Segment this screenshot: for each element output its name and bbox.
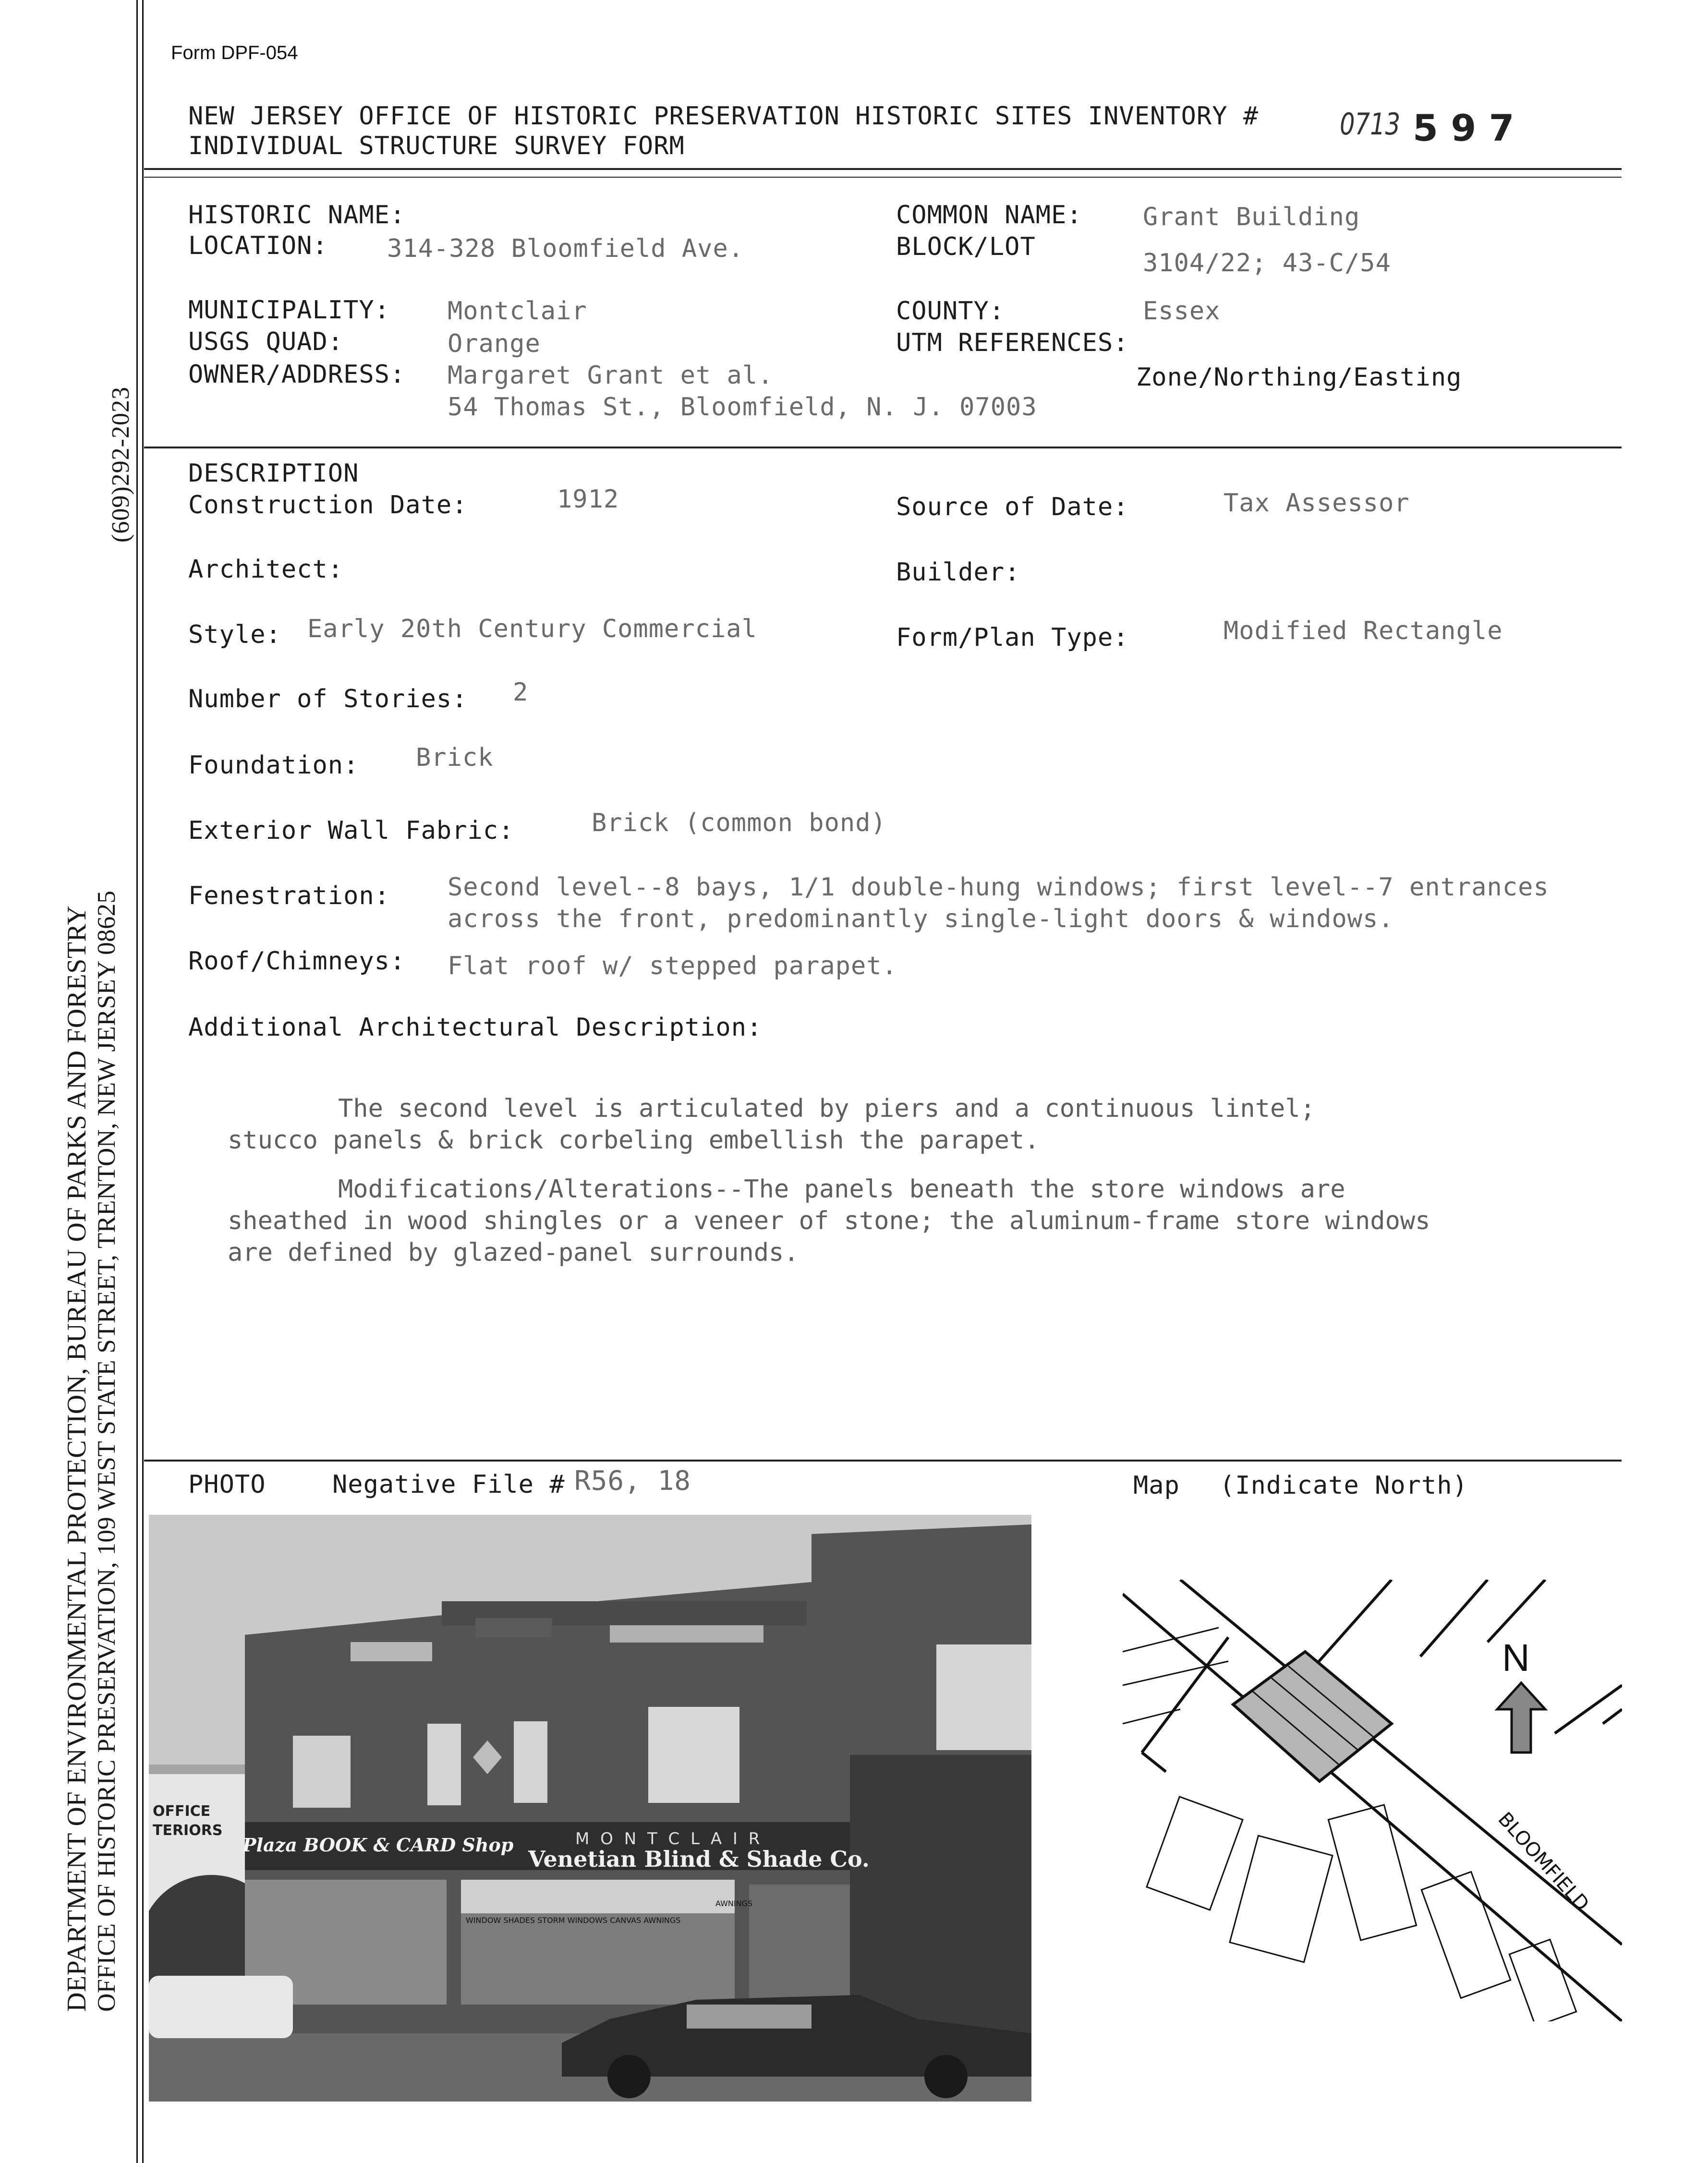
source-of-date-label: Source of Date: — [896, 493, 1129, 521]
usgs-label: USGS QUAD: — [188, 327, 344, 356]
indicate-north-label: (Indicate North) — [1220, 1471, 1468, 1500]
sign-plaza: Plaza BOOK & CARD Shop — [242, 1834, 514, 1856]
description-para1-line1: The second level is articulated by piers and a continuous lintel; — [338, 1094, 1315, 1123]
sign-venetian: Venetian Blind & Shade Co. — [528, 1846, 870, 1872]
margin-rule-right — [142, 0, 144, 2163]
fenestration-line2: across the front, predominantly single-light doors & windows. — [448, 905, 1394, 933]
negative-file-value: R56, 18 — [574, 1465, 691, 1497]
foundation-value: Brick — [416, 743, 494, 772]
builder-label: Builder: — [896, 558, 1020, 587]
common-name-label: COMMON NAME: — [896, 201, 1082, 230]
county-value: Essex — [1143, 297, 1221, 326]
municipality-value: Montclair — [448, 297, 587, 326]
sign-office: OFFICE — [153, 1803, 211, 1820]
inventory-number-a: 0713 — [1340, 107, 1401, 142]
style-value: Early 20th Century Commercial — [307, 615, 757, 643]
style-label: Style: — [188, 620, 281, 649]
owner-label: OWNER/ADDRESS: — [188, 360, 406, 389]
description-para2-line3: are defined by glazed-panel surrounds. — [228, 1238, 799, 1267]
fenestration-line1: Second level--8 bays, 1/1 double-hung windows; first level--7 entrances — [448, 873, 1549, 902]
location-label: LOCATION: — [188, 231, 328, 260]
photo-divider — [144, 1460, 1622, 1462]
form-plan-value: Modified Rectangle — [1223, 616, 1503, 645]
roof-label: Roof/Chimneys: — [188, 947, 406, 976]
margin-rule-left — [136, 0, 138, 2163]
historic-name-label: HISTORIC NAME: — [188, 201, 406, 230]
form-plan-label: Form/Plan Type: — [896, 623, 1129, 652]
utm-sub: Zone/Northing/Easting — [1136, 363, 1462, 392]
municipality-label: MUNICIPALITY: — [188, 296, 390, 325]
description-para1-line2: stucco panels & brick corbeling embellish the parapet. — [228, 1126, 1040, 1155]
construction-date-value: 1912 — [557, 485, 619, 514]
sign-montclair: M O N T C L A I R — [575, 1829, 763, 1849]
photo-label: PHOTO — [188, 1470, 266, 1499]
owner-value: Margaret Grant et al. — [448, 361, 774, 390]
description-heading: DESCRIPTION — [188, 459, 359, 488]
stories-label: Number of Stories: — [188, 685, 468, 713]
identification-divider — [144, 447, 1622, 448]
roof-value: Flat roof w/ stepped parapet. — [448, 952, 897, 980]
usgs-value: Orange — [448, 329, 541, 358]
inventory-number-b: 5 9 7 — [1413, 107, 1514, 149]
utm-label: UTM REFERENCES: — [896, 328, 1129, 357]
description-para2-line1: Modifications/Alterations--The panels beneath the store windows are — [338, 1175, 1345, 1204]
north-letter: N — [1502, 1636, 1530, 1679]
form-number: Form DPF-054 — [171, 42, 298, 63]
construction-date-label: Construction Date: — [188, 491, 468, 520]
header-divider — [144, 168, 1622, 170]
building-photo — [149, 1515, 1031, 2102]
common-name-value: Grant Building — [1143, 203, 1360, 231]
tax-map — [1123, 1580, 1622, 2021]
header-divider-thin — [144, 177, 1622, 178]
sign-awning: WINDOW SHADES STORM WINDOWS CANVAS AWNINGS — [466, 1916, 681, 1925]
map-street-label: BLOOMFIELD — [1493, 1808, 1594, 1916]
owner-address: 54 Thomas St., Bloomfield, N. J. 07003 — [448, 393, 1037, 422]
architect-label: Architect: — [188, 555, 344, 584]
sidebar-phone: (609)292-2023 — [107, 387, 134, 543]
block-lot-value: 3104/22; 43-C/54 — [1143, 249, 1391, 278]
block-lot-label: BLOCK/LOT — [896, 232, 1036, 261]
header-subtitle: INDIVIDUAL STRUCTURE SURVEY FORM — [188, 132, 685, 160]
wall-fabric-value: Brick (common bond) — [592, 809, 886, 837]
wall-fabric-label: Exterior Wall Fabric: — [188, 816, 514, 845]
header-title: NEW JERSEY OFFICE OF HISTORIC PRESERVATION HISTORIC SITES INVENTORY # — [188, 102, 1259, 131]
sign-interiors: TERIORS — [153, 1822, 223, 1839]
county-label: COUNTY: — [896, 297, 1005, 326]
foundation-label: Foundation: — [188, 751, 359, 780]
source-of-date-value: Tax Assessor — [1223, 489, 1410, 518]
description-para2-line2: sheathed in wood shingles or a veneer of stone; the aluminum-frame store windows — [228, 1207, 1430, 1235]
sign-awnings-small: AWNINGS — [715, 1899, 753, 1908]
fenestration-label: Fenestration: — [188, 882, 390, 910]
building-photo-art — [149, 1515, 1031, 2102]
additional-description-label: Additional Architectural Description: — [188, 1013, 763, 1042]
tax-map-art — [1123, 1580, 1622, 2021]
location-value: 314-328 Bloomfield Ave. — [387, 234, 744, 263]
sidebar-office: OFFICE OF HISTORIC PRESERVATION, 109 WEST STATE STREET, TRENTON, NEW JERSEY 08625 — [93, 890, 121, 2012]
stories-value: 2 — [513, 678, 529, 707]
sidebar-department: DEPARTMENT OF ENVIRONMENTAL PROTECTION, BUREAU OF PARKS AND FORESTRY — [62, 905, 92, 2012]
negative-file-label: Negative File # — [332, 1470, 565, 1499]
map-label: Map — [1133, 1471, 1180, 1500]
